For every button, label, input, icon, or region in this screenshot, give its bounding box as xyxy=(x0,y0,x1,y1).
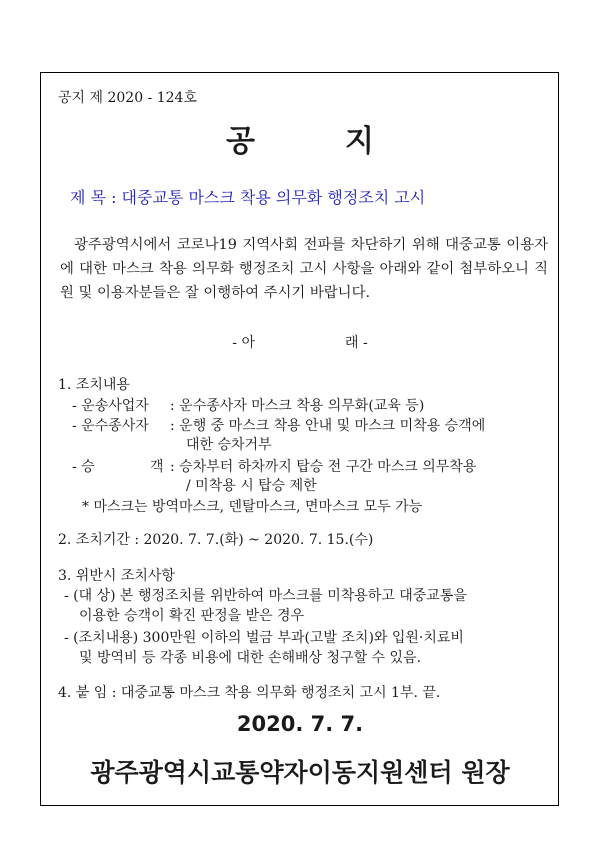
title-char-1: 공 xyxy=(226,124,255,159)
ar-divider xyxy=(0,332,600,352)
notice-date: 2020. 7. 7. xyxy=(236,712,364,736)
mask-note: * 마스크는 방역마스크, 덴탈마스크, 면마스크 모두 가능 xyxy=(82,499,423,515)
section-1-heading: 1. 조치내용 xyxy=(58,377,130,393)
driver-text-2: 대한 승차거부 xyxy=(186,437,272,453)
driver-text-1: : 운행 중 마스크 착용 안내 및 마스크 미착용 승객에 xyxy=(170,418,486,434)
signature: 광주광역시교통약자이동지원센터 원장 xyxy=(90,758,510,787)
notice-number: 공지 제 2020 - 124호 xyxy=(58,90,197,106)
violation-item-2-line-1: - (조치내용) 300만원 이하의 벌금 부과(고발 조치)와 입원·치료비 xyxy=(64,630,464,646)
intro-paragraph: 광주광역시에서 코로나19 지역사회 전파를 차단하기 위해 대중교통 이용자에 대한 마스크 착용 의무화 행정조치 고시 사항을 아래와 같이 첨부하오니 직원 및 이용자분들은 잘 이행하여 주시기 바랍니다. xyxy=(60,237,548,301)
violation-item-1-line-2: 이용한 승객이 확진 판정을 받은 경우 xyxy=(79,608,305,624)
operator-text: : 운수종사자 마스크 착용 의무화(교육 등) xyxy=(170,398,425,414)
passenger-label-2: 객 xyxy=(150,459,164,475)
section-2: 2. 조치기간 : 2020. 7. 7.(화) ~ 2020. 7. 15.(수) xyxy=(58,532,374,548)
title-char-2: 지 xyxy=(345,124,374,159)
passenger-label: - 승 xyxy=(72,459,95,475)
violation-item-2-line-2: 및 방역비 등 각종 비용에 대한 손해배상 청구할 수 있음. xyxy=(79,650,422,666)
driver-label: - 운수종사자 xyxy=(72,418,149,434)
ar-left: - 아 xyxy=(232,335,255,351)
passenger-text-1: : 승차부터 하차까지 탑승 전 구간 마스크 의무착용 xyxy=(170,459,477,475)
page-title xyxy=(0,116,600,160)
subject-line: 제 목 : 대중교통 마스크 착용 의무화 행정조치 고시 xyxy=(70,188,426,207)
passenger-text-2: / 미착용 시 탑승 제한 xyxy=(186,478,317,494)
section-4-attachment: 4. 붙 임 : 대중교통 마스크 착용 의무화 행정조치 고시 1부. 끝. xyxy=(58,685,441,701)
operator-label: - 운송사업자 xyxy=(72,398,149,414)
violation-item-1-line-1: - (대 상) 본 행정조치를 위반하여 마스크를 미착용하고 대중교통을 xyxy=(64,588,467,604)
ar-right: 래 - xyxy=(345,335,368,351)
section-3-heading: 3. 위반시 조치사항 xyxy=(58,568,175,584)
